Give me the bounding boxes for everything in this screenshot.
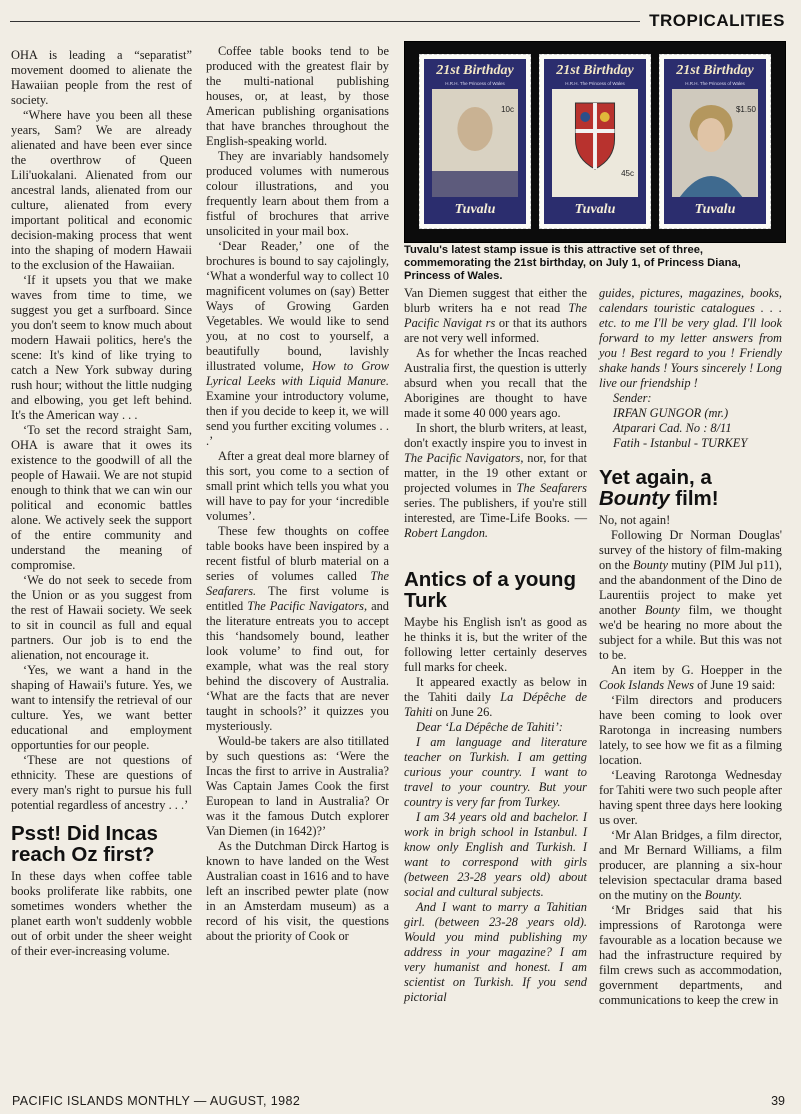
letter-paragraph: guides, pictures, magazines, books, calendars touristic catalogues . . . etc. to me I'll be very glad. I'll look forward to my letter answers from you ! Best regard to you ! Friendly shake hands ! Yours sincerely ! Long live our friendship !: [599, 286, 782, 390]
header-rule: [10, 21, 640, 22]
letter-paragraph: I am 34 years old and bachelor. I work in brigh school in Istanbul. I know only English and Turkish. I want to correspond with girls (between 23-28 years old) about social and cultural subjects.: [404, 810, 587, 899]
paragraph: ‘Mr Alan Bridges, a film director, and Mr Bernard Williams, a film producer, are planning a six-hour television spectacular drama based on the mutiny on the Bounty.: [599, 828, 782, 902]
paragraph: ‘We do not seek to secede from the Union or as you suggest from the rest of Hawaii society. We seek to sit in council as full and equal partners. Our job is to end the alienation, not encourage it.: [11, 573, 192, 662]
letter-salutation: Dear ‘La Dépêche de Tahiti’:: [416, 720, 563, 734]
article-heading-turk: Antics of a young Turk: [404, 568, 576, 612]
paragraph: Coffee table books tend to be produced with the greatest flair by the multi-national publishing houses, or, at least, by those American publishing organisations that have branches throughout the English-speaking world.: [206, 44, 389, 148]
paragraph: ‘Yes, we want a hand in the shaping of Hawaii's future. Yes, we want to intensify the retrieval of our culture. Yes, we want better educational and employment opportunties for our people.: [11, 663, 192, 752]
article-heading-bounty: Yet again, a Bounty film!: [599, 466, 719, 510]
paragraph: ‘Dear Reader,’ one of the brochures is bound to say cajolingly, ‘What a wonderful way to collect 10 magnificent volumes on (say) Better Ways of Growing Garden Vegetables. We would like to send you, at no cost to yourself, a beautifully bound, lavishly illustrated volume, How to Grow Lyrical Leeks with Liquid Manure. Examine your introductory volume, then if you decide to keep it, we will send you further exciting volumes . . .’: [206, 239, 389, 448]
coat-of-arms-image: [552, 89, 638, 197]
paragraph: After a great deal more blarney of this sort, you come to a section of small print which tells you what you will have to pay for your ‘incredible volumes’.: [206, 449, 389, 523]
paragraph: OHA is leading a “separatist” movement doomed to alienate the Hawaiian people from the rest of society.: [11, 48, 192, 107]
stamp-10c: 21st Birthday H.R.H. The Princess of Wales 10c Tuvalu: [419, 54, 531, 229]
article-heading-incas: Psst! Did Incas reach Oz first?: [11, 822, 158, 866]
column-1: [11, 48, 192, 959]
paragraph: ‘If it upsets you that we make waves from time to time, we suggest you get a surfboard. Since you don't seem to know much about modern Hawaii politics, here's the scene: It's kind of like trying to catch a New York subway during rush hour; without the little nudging and elbowing, you get left behind. It's the American way . . .: [11, 273, 192, 422]
paragraph: ‘Leaving Rarotonga Wednesday for Tahiti were two such people after having spent three days here looking us over.: [599, 768, 782, 827]
paragraph: In these days when coffee table books proliferate like rabbits, one sometimes wonders whether the planet earth won't suddenly wobble out of orbit under the sheer weight of their ever-increasing volume.: [11, 869, 192, 958]
letter-paragraph: I am language and literature teacher on Turkish. I am getting curious your country. I want to travel to your country. But your country is very far from Turkey.: [404, 735, 587, 809]
paragraph: ‘To set the record straight Sam, OHA is aware that it owes its existence to the goodwill of all the people of Hawaii. We are not stupid enough to think that we can win our political and economic battles alone. We actively seek the support of the entire community and understand the meaning of compromise.: [11, 423, 192, 572]
paragraph: No, not again!: [599, 513, 671, 527]
paragraph: These few thoughts on coffee table books have been inspired by a recent fistful of blurb material on a series of volumes called The Seafarers. The first volume is entitled The Pacific Navigators, and the literature entreats you to accept this ‘handsomely bound, leather look volume’ to find out, for example, what was the real story behind the discovery of Australia. ‘What are the facts that are never taught in schools?’ it quizzes you mysteriously.: [206, 524, 389, 733]
paragraph: ‘Mr Bridges said that his impressions of Rarotonga were favourable as a location because we had the infrastructure required by film crews such as accommodation, government departments, and communications to keep the crew in: [599, 903, 782, 1007]
paragraph: They are invariably handsomely produced volumes with numerous colour illustrations, and you frequently learn about them from a fistful of brochures that arrive unsolicited in your mail box.: [206, 149, 389, 238]
letter-continued: [599, 286, 782, 451]
paragraph: It appeared exactly as below in the Tahiti daily La Dépêche de Tahiti on June 26.: [404, 675, 587, 719]
letter-paragraph: And I want to marry a Tahitian girl. (between 23-28 years old). Would you mind publishing my address in your magazine? I am very humanist and honest. I am scientist on Turkish. If you send pictorial: [404, 900, 587, 1004]
paragraph: As for whether the Incas reached Australia first, the question is utterly absurd when you recall that the Aborigines are thought to have made it some 40 000 years ago.: [404, 346, 587, 420]
column-2: [206, 44, 389, 944]
stamp-1-50: 21st Birthday H.R.H. The Princess of Wales $1.50 Tuvalu: [659, 54, 771, 229]
paragraph: ‘Film directors and producers have been coming to look over Rarotonga in increasing numbers lately, to see how we fit as a filming location.: [599, 693, 782, 767]
stamp-45c: 21st Birthday H.R.H. The Princess of Wales 45c Tuvalu: [539, 54, 651, 229]
letter-sender-address: Fatih - Istanbul - TURKEY: [613, 436, 748, 450]
column-3: [404, 286, 587, 1005]
paragraph: In short, the blurb writers, at least, don't exactly inspire you to invest in The Pacific Navigators, nor, for that matter, in the 19 other extant or projected volumes in The Seafarers series. The publishers, if you're still interested, are Time-Life Books. — Robert Langdon.: [404, 421, 588, 540]
paragraph: An item by G. Hoepper in the Cook Islands News of June 19 said:: [599, 663, 782, 692]
paragraph: Following Dr Norman Douglas' survey of the history of film-making on the Bounty mutiny (PIM Jul p11), and the abandonment of the Dino de Laurentiis project to make yet another Bounty film, we thought we'd be hearing no more about the subject for a while. But this was not to be.: [599, 528, 782, 662]
footer-publication: PACIFIC ISLANDS MONTHLY — AUGUST, 1982: [12, 1094, 301, 1108]
letter-sender-address: Atparari Cad. No : 8/11: [613, 421, 732, 435]
page-number: 39: [771, 1094, 785, 1108]
letter-sender-name: IRFAN GUNGOR (mr.): [613, 406, 729, 420]
paragraph: Maybe his English isn't as good as he thinks it is, but the writer of the following letter certainly deserves full marks for cheek.: [404, 615, 587, 674]
stamps-photo: [404, 41, 786, 243]
column-4: [599, 286, 782, 1008]
paragraph: As the Dutchman Dirck Hartog is known to have landed on the West Australian coast in 1616 and to have left an inscribed pewter plate (now in an Amsterdam museum) as a record of his visit, the questions about the priority of Cook or: [206, 839, 389, 943]
section-title: TROPICALITIES: [649, 11, 785, 30]
photo-caption: Tuvalu's latest stamp issue is this attractive set of three, commemorating the 21st birthday, on July 1, of Princess Diana, Princess of Wales.: [404, 244, 741, 282]
paragraph: Van Diemen suggest that either the blurb writers ha e not read The Pacific Navigat rs or that its authors are not very well informed.: [404, 286, 587, 345]
paragraph: “Where have you been all these years, Sam? We are already alienated and have been ever since the overthrow of Queen Lili'uokalani. Alienated from our ancestral lands, alienated from our culture, alienated from every important political and economic decision-making process that went into the shaping of modern Hawaii to the exclusion of the Hawaiian.: [11, 108, 192, 272]
paragraph: ‘These are not questions of ethnicity. These are questions of every man's right to pursue his full potential regardless of ancestry . . .’: [11, 753, 192, 812]
letter-sender-label: Sender:: [613, 391, 652, 405]
paragraph: Would-be takers are also titillated by such questions as: ‘Were the Incas the first to arrive in Australia? Was Captain James Cook the first European to land in Australia? Or was it the famous Dutch explorer Van Diemen (in 1642)?’: [206, 734, 389, 838]
